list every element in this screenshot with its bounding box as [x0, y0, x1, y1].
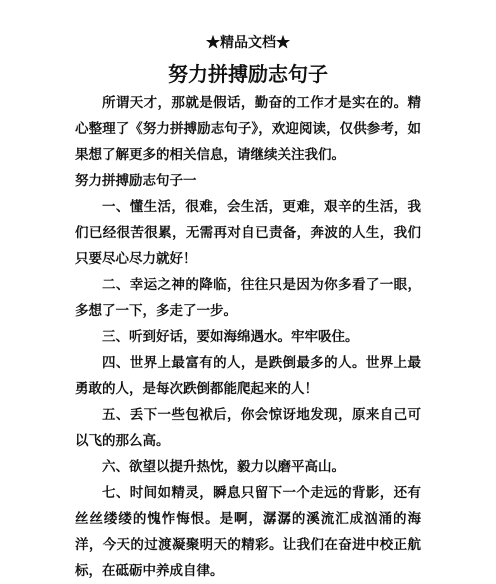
paragraph-item-4: 四、世界上最富有的人，是跌倒最多的人。世界上最勇敢的人，是每次跌倒都能爬起来的人！: [75, 355, 421, 397]
paragraph-item-6: 六、欲望以提升热忱，毅力以磨平高山。: [102, 459, 345, 475]
paragraph-item-7: 七、时间如精灵，瞬息只留下一个走远的背影，还有丝丝缕缕的愧怍悔恨。是啊，潺潺的溪流汇成汹涌的海洋，今天的过渡凝聚明天的精彩。让我们在奋进中校正航标，在砥砺中养成自律。: [75, 485, 421, 579]
paragraph-item-3: 三、听到好话，要如海绵遇水。牢牢吸住。: [102, 329, 359, 345]
paragraph-intro: 所谓天才，那就是假话，勤奋的工作才是实在的。精心整理了《努力拼搏励志句子》，欢迎阅读，仅供参考，如果想了解更多的相关信息，请继续关注我们。: [75, 95, 421, 163]
section-heading: 努力拼搏励志句子一: [75, 173, 197, 189]
document-title: 努力拼搏励志句子: [168, 62, 328, 86]
document-body: [75, 90, 421, 584]
paragraph-item-5: 五、丢下一些包袱后，你会惊讶地发现，原来自己可以飞的那么高。: [75, 407, 421, 449]
page-header: ★精品文档★: [206, 35, 290, 51]
paragraph-item-2: 二、幸运之神的降临，往往只是因为你多看了一眼，多想了一下，多走了一步。: [75, 277, 421, 319]
paragraph-item-1: 一、懂生活，很难，会生活，更难，艰辛的生活，我们已经很苦很累，无需再对自已责备，奔波的人生，我们只要尽心尽力就好！: [75, 199, 421, 267]
